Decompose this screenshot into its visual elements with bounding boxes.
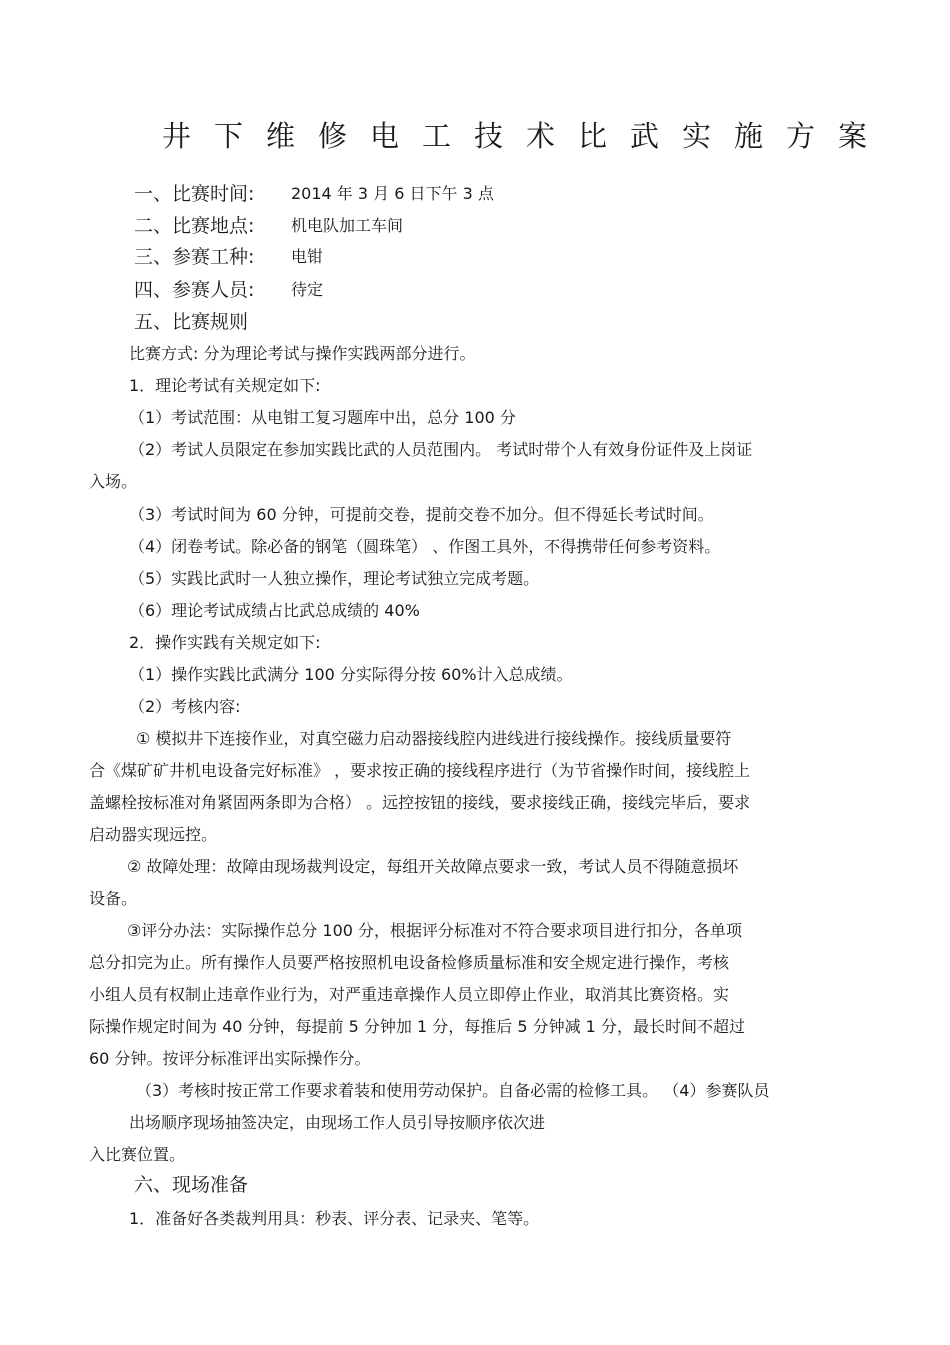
practice-item-4-cont: 入比赛位置。 xyxy=(89,1145,186,1164)
content-1-line-1: ① 模拟井下连接作业，对真空磁力启动器接线腔内进线进行接线操作。接线质量要符 xyxy=(136,729,732,748)
section-6-heading: 六、现场准备 xyxy=(134,1174,249,1196)
theory-item-5: （5）实践比武时一人独立操作，理论考试独立完成考题。 xyxy=(129,569,540,588)
theory-item-4: （4）闭卷考试。除必备的钢笔（圆珠笔） 、作图工具外，不得携带任何参考资料。 xyxy=(129,537,721,556)
section-4-value: 待定 xyxy=(291,280,324,299)
content-3-line-1: ③评分办法：实际操作总分 100 分，根据评分标准对不符合要求项目进行扣分，各单项 xyxy=(127,921,743,940)
practice-item-2: （2）考核内容: xyxy=(129,697,241,716)
content-1-line-4: 启动器实现远控。 xyxy=(89,825,218,844)
theory-item-2-cont: 入场。 xyxy=(89,472,138,491)
section-4-label: 四、参赛人员: xyxy=(134,279,255,301)
content-2-line-2: 设备。 xyxy=(89,889,138,908)
content-1-line-2: 合《煤矿矿井机电设备完好标准》 ，要求按正确的接线程序进行（为节省操作时间，接线腔上 xyxy=(89,761,751,780)
theory-item-3: （3）考试时间为 60 分钟，可提前交卷，提前交卷不加分。但不得延长考试时间。 xyxy=(129,505,714,524)
section-1-value: 2014 年 3 月 6 日下午 3 点 xyxy=(291,184,494,203)
section-5-heading: 五、比赛规则 xyxy=(134,311,249,333)
section-1-label: 一、比赛时间: xyxy=(134,183,255,205)
practice-item-1: （1）操作实践比武满分 100 分实际得分按 60%计入总成绩。 xyxy=(129,665,573,684)
section-3-value: 电钳 xyxy=(291,247,324,266)
theory-item-6: （6）理论考试成绩占比武总成绩的 40% xyxy=(129,601,420,620)
theory-item-2: （2）考试人员限定在参加实践比武的人员范围内。 考试时带个人有效身份证件及上岗证 xyxy=(129,440,753,459)
prep-item-1: 1．准备好各类裁判用具：秒表、评分表、记录夹、笔等。 xyxy=(129,1209,540,1228)
theory-item-1: （1）考试范围：从电钳工复习题库中出，总分 100 分 xyxy=(129,408,516,427)
section-3-label: 三、参赛工种: xyxy=(134,246,255,268)
page-title: 井下维修电工技术比武实施方案 xyxy=(162,119,891,153)
practice-heading: 2．操作实践有关规定如下: xyxy=(129,633,321,652)
practice-item-4: 出场顺序现场抽签决定，由现场工作人员引导按顺序依次进 xyxy=(129,1113,546,1132)
content-3-line-5: 60 分钟。按评分标准评出实际操作分。 xyxy=(89,1049,371,1068)
content-3-line-2: 总分扣完为止。所有操作人员要严格按照机电设备检修质量标准和安全规定进行操作，考核 xyxy=(89,953,730,972)
content-3-line-3: 小组人员有权制止违章作业行为，对严重违章操作人员立即停止作业，取消其比赛资格。实 xyxy=(89,985,730,1004)
section-2-label: 二、比赛地点: xyxy=(134,215,255,237)
content-2-line-1: ② 故障处理：故障由现场裁判设定，每组开关故障点要求一致，考试人员不得随意损坏 xyxy=(127,857,739,876)
section-2-value: 机电队加工车间 xyxy=(291,216,404,235)
practice-item-3: （3）考核时按正常工作要求着装和使用劳动保护。自备必需的检修工具。 （4）参赛队员 xyxy=(136,1081,770,1100)
content-1-line-3: 盖螺栓按标准对角紧固两条即为合格） 。远控按钮的接线，要求接线正确，接线完毕后，要求 xyxy=(89,793,751,812)
theory-heading: 1．理论考试有关规定如下: xyxy=(129,376,321,395)
content-3-line-4: 际操作规定时间为 40 分钟，每提前 5 分钟加 1 分，每推后 5 分钟减 1 分，最长时间不超过 xyxy=(89,1017,745,1036)
competition-method: 比赛方式: 分为理论考试与操作实践两部分进行。 xyxy=(129,344,476,363)
